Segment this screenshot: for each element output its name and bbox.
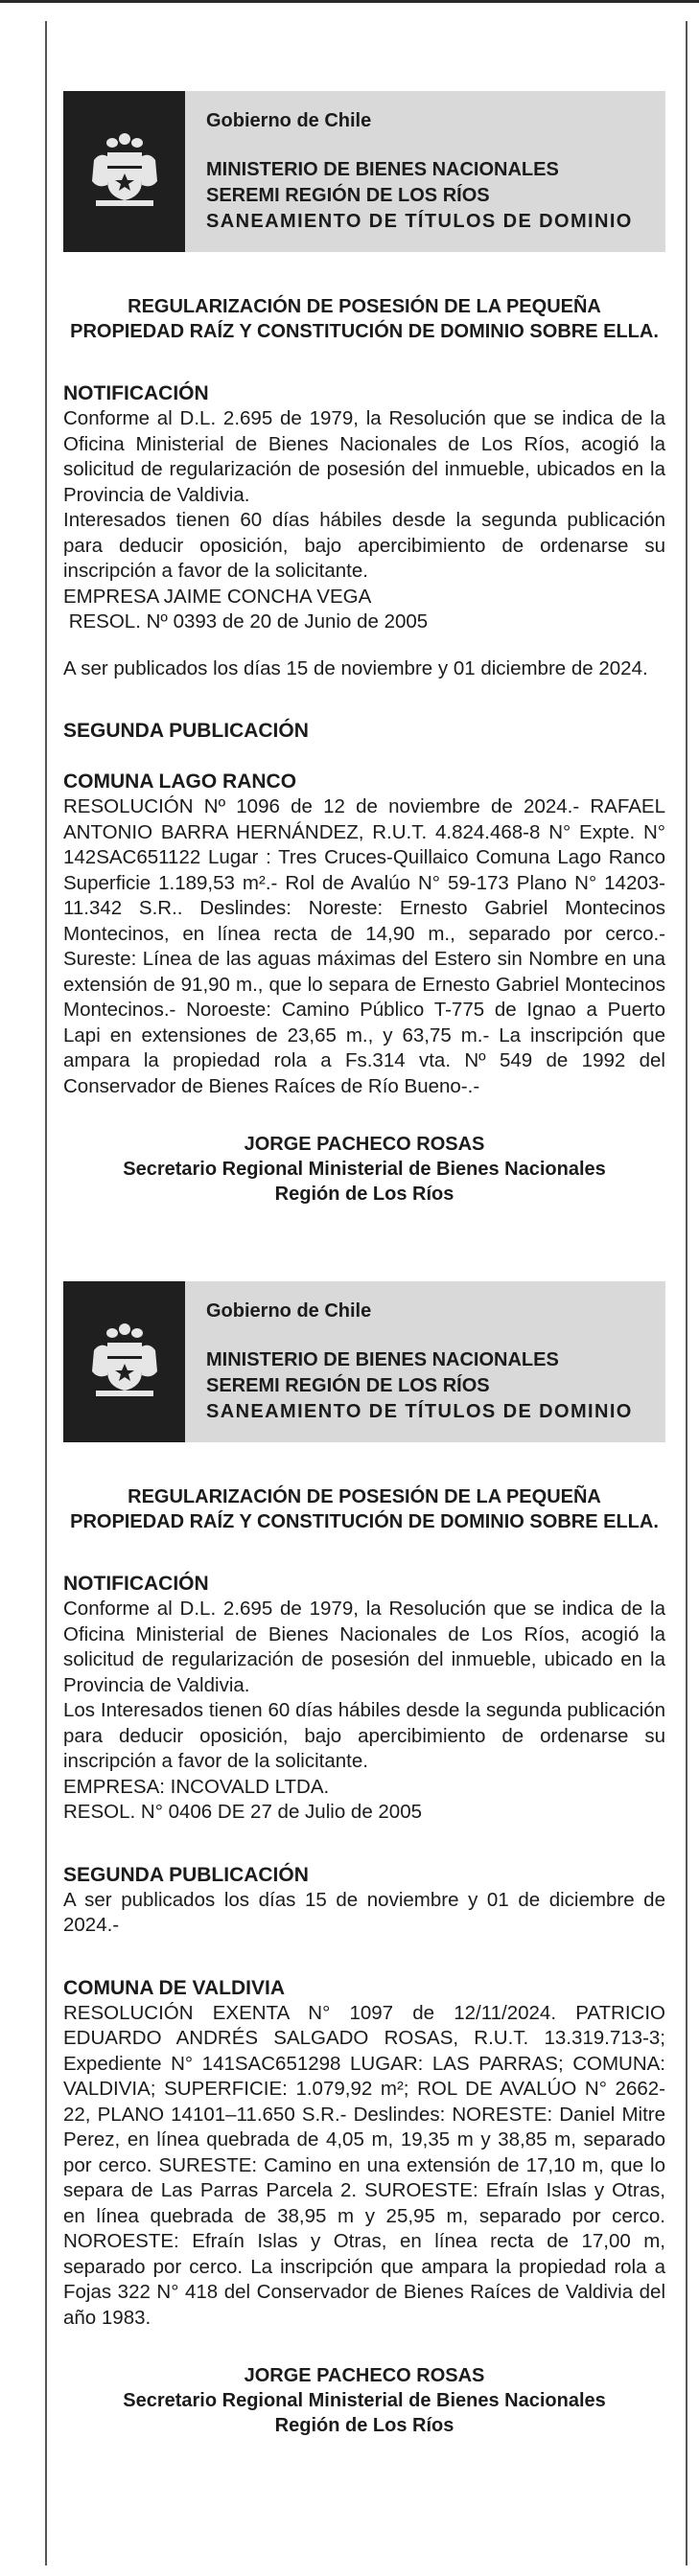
publicados-text: A ser publicados los días 15 de noviembre y 01 diciembre de 2024. [63, 656, 648, 679]
title-line-2: PROPIEDAD RAÍZ Y CONSTITUCIÓN DE DOMINIO SOBRE ELLA. [70, 321, 659, 342]
notice-header [63, 1281, 665, 1442]
ministerio-label: MINISTERIO DE BIENES NACIONALES [206, 1349, 559, 1370]
publicados-text: A ser publicados los días 15 de noviembre y 01 de diciembre de 2024.- [63, 1888, 665, 1936]
resol-text: RESOL. N° 0406 DE 27 de Julio de 2005 [63, 1801, 423, 1823]
notificacion-heading: NOTIFICACIÓN [63, 1573, 209, 1595]
gobierno-logo [63, 1281, 185, 1442]
seremi-label: SEREMI REGIÓN DE LOS RÍOS [206, 1375, 490, 1396]
interesados-text: Los Interesados tienen 60 días hábiles desde la segunda publicación para deducir oposición, bajo apercibimiento de ordenarse su inscripción a favor de la solicitante. [63, 1699, 665, 1772]
gobierno-logo [63, 91, 185, 252]
seremi-label: SEREMI REGIÓN DE LOS RÍOS [206, 185, 490, 206]
empresa-text: EMPRESA: INCOVALD LTDA. [63, 1775, 330, 1798]
notice-lago-ranco [63, 91, 665, 1207]
notice-title [63, 1484, 665, 1534]
signer-name: JORGE PACHECO ROSAS [244, 1134, 485, 1155]
signature-block [63, 1132, 665, 1207]
signer-region: Región de Los Ríos [274, 1184, 454, 1205]
segunda-publicacion-heading: SEGUNDA PUBLICACIÓN [63, 720, 309, 742]
segunda-publicacion-heading: SEGUNDA PUBLICACIÓN [63, 1863, 309, 1886]
saneamiento-label: SANEAMIENTO DE TÍTULOS DE DOMINIO [206, 1401, 633, 1422]
notice-title [63, 294, 665, 344]
title-line-2: PROPIEDAD RAÍZ Y CONSTITUCIÓN DE DOMINIO SOBRE ELLA. [70, 1511, 659, 1532]
ministry-heading [185, 1281, 665, 1442]
ministry-heading [185, 91, 665, 252]
coat-of-arms-icon [81, 127, 169, 216]
notificacion-text: Conforme al D.L. 2.695 de 1979, la Resolución que se indica de la Oficina Ministerial de Bienes Nacionales de Los Ríos, acogió la solicitud de regularización de posesión del inmueble, ubicados en la Provincia de Valdivia. [63, 407, 665, 506]
empresa-text: EMPRESA JAIME CONCHA VEGA [63, 585, 372, 608]
comuna-heading: COMUNA LAGO RANCO [63, 770, 297, 793]
signer-title: Secretario Regional Ministerial de Bienes Nacionales [123, 1159, 606, 1180]
notice-valdivia [63, 1281, 665, 2438]
resolucion-text: RESOLUCIÓN Nº 1096 de 12 de noviembre de 2024.- RAFAEL ANTONIO BARRA HERNÁNDEZ, R.U.T. 4.824.468-8 N° Expte. N° 142SAC651122 Lugar : Tres Cruces-Quillaico Comuna Lago Ranco Superficie 1.189,53 m².- Rol de Avalúo N° 59-173 Plano N° 14203-11.342 S.R.. Deslindes: Noreste: Ernesto Gabriel Montecinos Montecinos, en línea recta de 14,90 m., separado por cerco.- Sureste: Línea de las aguas máximas del Estero sin Nombre en una extensión de 91,90 m., que lo separa de Ernesto Gabriel Montecinos Montecinos.- Noroeste: Camino Público T-775 de Ignao a Puerto Lapi en extensiones de 23,65 m., y 63,75 m.- La inscripción que ampara la propiedad rola a Fs.314 vta. Nº 549 de 1992 del Conservador de Bienes Raíces de Río Bueno-.- [63, 795, 665, 1097]
saneamiento-label: SANEAMIENTO DE TÍTULOS DE DOMINIO [206, 211, 633, 232]
coat-of-arms-icon [81, 1318, 169, 1406]
interesados-text: Interesados tienen 60 días hábiles desde la segunda publicación para deducir oposición, bajo apercibimiento de ordenarse su inscripción a favor de la solicitante. [63, 509, 665, 582]
title-line-1: REGULARIZACIÓN DE POSESIÓN DE LA PEQUEÑA [128, 296, 601, 317]
gobierno-label: Gobierno de Chile [206, 110, 372, 131]
comuna-heading: COMUNA DE VALDIVIA [63, 1976, 285, 1999]
signature-block [63, 2363, 665, 2438]
ministerio-label: MINISTERIO DE BIENES NACIONALES [206, 159, 559, 180]
gobierno-label: Gobierno de Chile [206, 1300, 372, 1322]
signer-name: JORGE PACHECO ROSAS [244, 2365, 485, 2386]
notice-header [63, 91, 665, 252]
top-rule [0, 0, 699, 3]
notificacion-text: Conforme al D.L. 2.695 de 1979, la Resolución que se indica de la Oficina Ministerial de Bienes Nacionales de Los Ríos, acogió la solicitud de regularización de posesión del inmueble, ubicado en la Provincia de Valdivia. [63, 1598, 665, 1696]
title-line-1: REGULARIZACIÓN DE POSESIÓN DE LA PEQUEÑA [128, 1486, 601, 1507]
signer-region: Región de Los Ríos [274, 2415, 454, 2436]
signer-title: Secretario Regional Ministerial de Bienes Nacionales [123, 2390, 606, 2411]
resolucion-text: RESOLUCIÓN EXENTA N° 1097 de 12/11/2024. PATRICIO EDUARDO ANDRÉS SALGADO ROSAS, R.U.T. 13.319.713-3; Expediente N° 141SAC651298 LUGAR: LAS PARRAS; COMUNA: VALDIVIA; SUPERFICIE: 1.079,92 m²; ROL DE AVALÚO N° 2662-22, PLANO 14101–11.650 S.R.- Deslindes: NORESTE: Daniel Mitre Perez, en línea quebrada de 4,05 m, 19,35 m y 38,85 m, separado por cerco. SURESTE: Camino en una extensión de 17,10 m, que lo separa de Las Parras Parcela 2. SUROESTE: Efraín Islas y Otras, en línea quebrada de 38,95 m y 25,95 m, separado por cerco. NOROESTE: Efraín Islas y Otras, en línea recta de 17,00 m, separado por cerco. La inscripción que ampara la propiedad rola a Fojas 322 N° 418 del Conservador de Bienes Raíces de Valdivia del año 1983. [63, 2001, 665, 2329]
resol-text: RESOL. Nº 0393 de 20 de Junio de 2005 [63, 610, 429, 632]
notificacion-heading: NOTIFICACIÓN [63, 382, 209, 404]
